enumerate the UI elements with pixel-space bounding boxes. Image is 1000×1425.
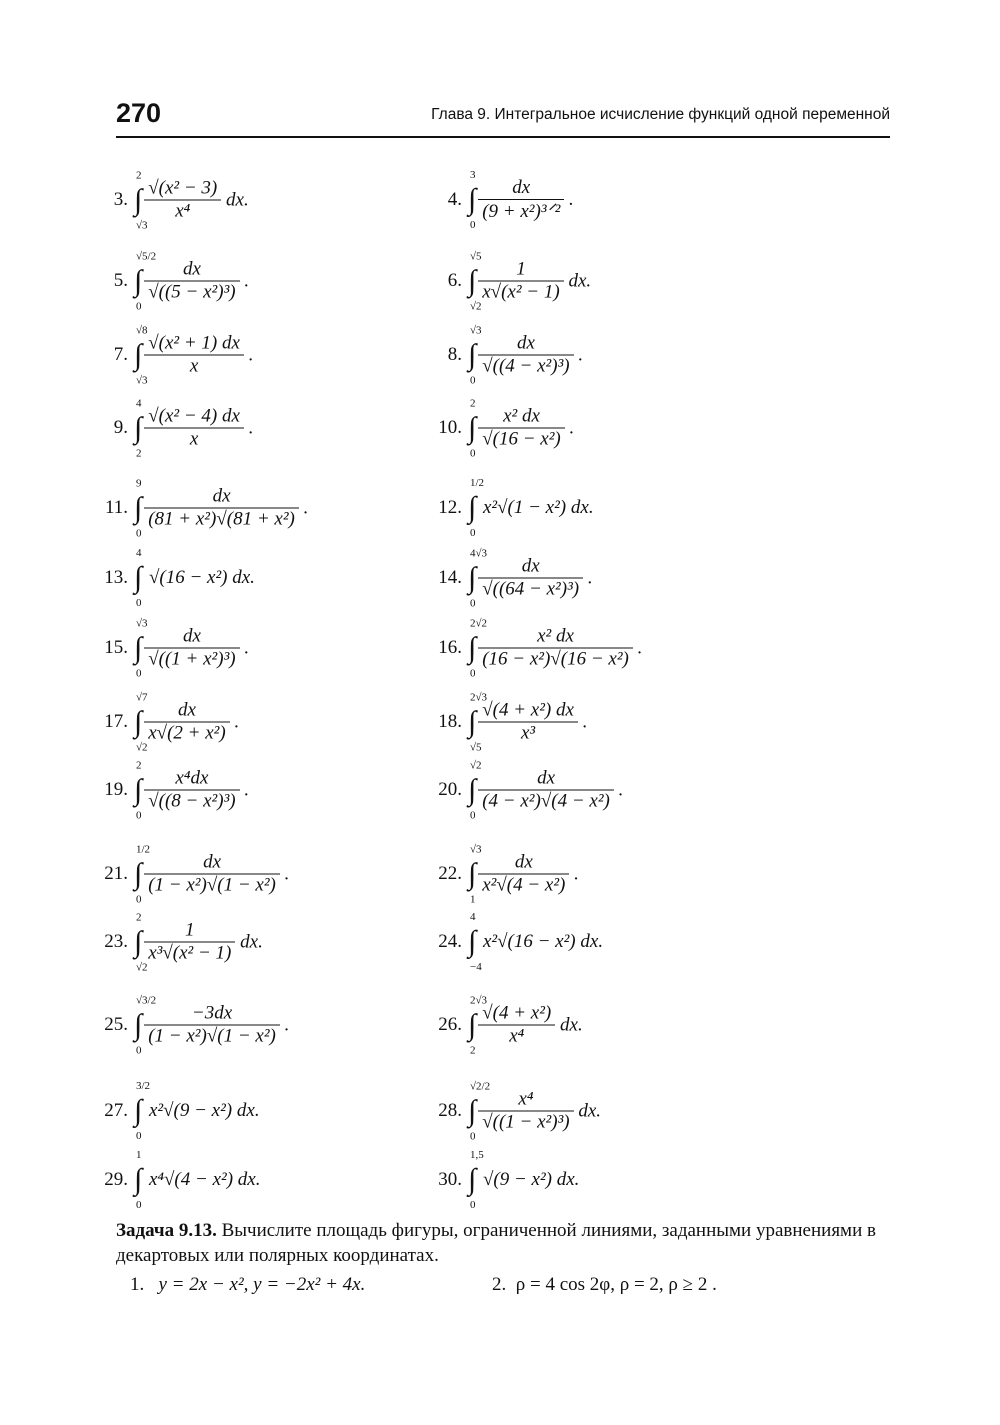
- integral-expression: [468, 691, 588, 753]
- integral-expression: [468, 759, 624, 821]
- lower-limit: −4: [470, 961, 482, 973]
- running-title: Глава 9. Интегральное исчисление функций одной переменной: [431, 106, 890, 123]
- denominator: √((64 − x²)³): [482, 578, 580, 600]
- upper-limit: √5/2: [136, 250, 157, 262]
- integrand-tail: .: [569, 189, 574, 210]
- integral-sign: ∫ 1 0: [134, 1149, 143, 1211]
- upper-limit: √8: [136, 324, 148, 336]
- lower-limit: 0: [136, 300, 142, 312]
- denominator: √((4 − x²)³): [482, 355, 570, 377]
- fraction: [478, 626, 633, 671]
- numerator: 1: [144, 920, 235, 943]
- denominator: (9 + x²)³ᐟ²: [482, 201, 561, 222]
- integral-expression: [134, 911, 263, 973]
- lower-limit: 0: [136, 1199, 142, 1211]
- integral-expression: [134, 843, 290, 905]
- fraction: [478, 768, 614, 813]
- integral-problem: [86, 1080, 406, 1142]
- fraction: [478, 1089, 573, 1134]
- numerator: √(x² + 1) dx: [144, 333, 244, 356]
- fraction: [144, 486, 299, 531]
- integral-problem: [86, 397, 406, 459]
- lower-limit: 0: [470, 447, 476, 459]
- integral-problem: [420, 397, 740, 459]
- integral-expression: [134, 1149, 261, 1211]
- task-item-number: 1.: [130, 1274, 145, 1295]
- denominator: (4 − x²)√(4 − x²): [482, 790, 610, 812]
- lower-limit: √2: [136, 961, 148, 973]
- problem-number: 22.: [438, 863, 462, 884]
- upper-limit: 3/2: [136, 1080, 151, 1092]
- integrand-tail: .: [587, 567, 593, 588]
- integral-expression: [134, 169, 249, 231]
- problem-number: 9.: [113, 417, 128, 438]
- integral-sign: ∫ √3 1: [468, 843, 482, 905]
- integral-expression: [134, 759, 250, 821]
- integrand-tail: .: [234, 711, 240, 732]
- fraction: [144, 768, 239, 813]
- integral-expression: [134, 617, 250, 679]
- numerator: 1: [478, 259, 563, 282]
- numerator: dx: [478, 333, 573, 356]
- integral-expression: [134, 547, 255, 609]
- lower-limit: √3: [136, 219, 148, 231]
- integrand-tail: .: [284, 863, 290, 884]
- integral-problem: [420, 477, 740, 539]
- fraction: [144, 1003, 280, 1048]
- integral-problem: [420, 1080, 740, 1142]
- integral-problem: [86, 169, 406, 231]
- integral-sign: ∫ √2/2 0: [468, 1080, 491, 1142]
- denominator: √((1 + x²)³): [148, 648, 236, 670]
- integrand-tail: dx.: [560, 1014, 583, 1035]
- page-number: 270: [116, 98, 162, 128]
- integral-sign: ∫ 9 0: [134, 477, 143, 539]
- numerator: √(x² − 3): [144, 178, 221, 201]
- integrand-tail: .: [582, 711, 588, 732]
- integral-problem: [86, 324, 406, 386]
- problem-number: 13.: [104, 567, 128, 588]
- integral-sign: ∫ √5/2 0: [134, 250, 157, 312]
- fraction: [144, 406, 244, 451]
- numerator: dx: [478, 556, 583, 579]
- problem-number: 10.: [438, 417, 462, 438]
- numerator: dx: [144, 626, 239, 649]
- integrand-tail: x⁴√(4 − x²) dx.: [148, 1169, 261, 1190]
- upper-limit: √2/2: [470, 1080, 491, 1092]
- problem-number: 26.: [438, 1014, 462, 1035]
- integral-problem: [420, 617, 740, 679]
- problem-number: 5.: [113, 270, 128, 291]
- integral-sign: ∫ 4 2: [134, 397, 143, 459]
- fraction: [478, 556, 583, 601]
- denominator: x⁴: [175, 200, 191, 222]
- fraction: [478, 852, 569, 897]
- integral-sign: ∫ 1,5 0: [468, 1149, 484, 1211]
- integral-problem: [86, 843, 406, 905]
- lower-limit: 0: [470, 597, 476, 609]
- numerator: x⁴: [478, 1089, 573, 1112]
- integrand-tail: .: [574, 863, 579, 884]
- lower-limit: 0: [136, 667, 142, 679]
- integral-expression: [134, 691, 240, 753]
- integral-problem: [420, 691, 740, 753]
- integral-sign: ∫ √3 0: [134, 617, 148, 679]
- numerator: x² dx: [478, 406, 565, 429]
- integral-sign: ∫ 4 −4: [468, 911, 482, 973]
- numerator: dx: [478, 768, 614, 791]
- integral-sign: ∫ √7 √2: [134, 691, 148, 753]
- integral-sign: ∫ 1/2 0: [134, 843, 151, 905]
- problem-number: 25.: [104, 1014, 128, 1035]
- integrand-tail: x²√(1 − x²) dx.: [482, 497, 594, 518]
- task-item-number: 2.: [492, 1274, 507, 1295]
- problem-number: 30.: [438, 1169, 462, 1190]
- integral-sign: ∫ 2√3 √5: [468, 691, 488, 753]
- task-item: [492, 1274, 717, 1296]
- numerator: x² dx: [478, 626, 633, 649]
- lower-limit: √2: [470, 300, 482, 312]
- integral-expression: [468, 1149, 580, 1211]
- numerator: √(4 + x²) dx: [478, 700, 578, 723]
- problem-number: 16.: [438, 637, 462, 658]
- task-text: Вычислите площадь фигуры, ограниченной линиями, заданными уравнениями в декартовых или полярных координатах.: [116, 1220, 876, 1266]
- integral-expression: [468, 397, 575, 459]
- denominator: (1 − x²)√(1 − x²): [148, 874, 276, 896]
- problem-number: 29.: [104, 1169, 128, 1190]
- upper-limit: 4: [470, 911, 476, 923]
- problem-number: 7.: [113, 344, 128, 365]
- integral-problem: [86, 547, 406, 609]
- lower-limit: 0: [136, 1044, 142, 1056]
- upper-limit: 3: [470, 169, 476, 181]
- integrand-tail: x²√(16 − x²) dx.: [482, 931, 604, 952]
- integrand-tail: √(16 − x²) dx.: [148, 567, 255, 588]
- integrand-tail: .: [618, 779, 624, 800]
- upper-limit: √2: [470, 759, 482, 771]
- denominator: x³: [521, 722, 536, 744]
- integral-problem: [86, 1149, 406, 1211]
- integral-expression: [468, 994, 583, 1056]
- integral-expression: [468, 547, 593, 609]
- upper-limit: 2: [136, 911, 142, 923]
- integral-expression: [468, 911, 604, 973]
- fraction: [144, 259, 239, 304]
- integral-sign: ∫ 2 0: [468, 397, 477, 459]
- integral-problem: [420, 324, 740, 386]
- lower-limit: 0: [136, 893, 142, 905]
- numerator: −3dx: [144, 1003, 280, 1026]
- numerator: dx: [144, 259, 239, 282]
- integral-expression: [134, 397, 254, 459]
- numerator: dx: [478, 852, 569, 875]
- denominator: x²√(4 − x²): [482, 874, 566, 896]
- lower-limit: 1: [470, 893, 476, 905]
- denominator: x: [189, 355, 199, 377]
- numerator: dx: [144, 852, 280, 875]
- denominator: x⁴: [509, 1025, 525, 1047]
- integrand-tail: x²√(9 − x²) dx.: [148, 1100, 260, 1121]
- integrand-tail: .: [244, 270, 250, 291]
- integral-problem: [420, 250, 740, 312]
- numerator: dx: [478, 177, 564, 200]
- integral-sign: ∫ 2 √3: [134, 169, 148, 231]
- upper-limit: 4√3: [470, 547, 488, 559]
- integral-problem: [420, 843, 740, 905]
- problem-number: 19.: [104, 779, 128, 800]
- integral-sign: ∫ 2√3 2: [468, 994, 488, 1056]
- problem-number: 21.: [104, 863, 128, 884]
- denominator: x√(2 + x²): [148, 722, 226, 744]
- problem-number: 4.: [447, 189, 462, 210]
- upper-limit: √3: [470, 324, 482, 336]
- integral-expression: [134, 250, 250, 312]
- problem-number: 20.: [438, 779, 462, 800]
- integral-sign: ∫ 2 √2: [134, 911, 148, 973]
- denominator: √((5 − x²)³): [148, 281, 236, 303]
- integral-sign: ∫ 2 0: [134, 759, 143, 821]
- upper-limit: 2: [470, 397, 476, 409]
- task-item: [130, 1274, 365, 1296]
- integral-problem: [86, 617, 406, 679]
- lower-limit: 0: [470, 374, 476, 386]
- problem-number: 24.: [438, 931, 462, 952]
- integrand-tail: .: [248, 344, 254, 365]
- integral-expression: [134, 477, 309, 539]
- integrand-tail: .: [303, 497, 309, 518]
- fraction: [144, 920, 235, 965]
- problem-number: 11.: [104, 497, 128, 518]
- integral-expression: [468, 477, 594, 539]
- denominator: x: [189, 428, 199, 450]
- integral-sign: ∫ √3/2 0: [134, 994, 157, 1056]
- upper-limit: 1/2: [470, 477, 485, 489]
- integral-problem: [420, 994, 740, 1056]
- integrand-tail: dx.: [240, 931, 263, 952]
- task-statement: [116, 1218, 890, 1268]
- integrand-tail: .: [248, 417, 254, 438]
- upper-limit: √7: [136, 691, 148, 703]
- integral-expression: [468, 1080, 602, 1142]
- upper-limit: 2√3: [470, 691, 488, 703]
- fraction: [478, 333, 573, 378]
- integrand-tail: .: [637, 637, 643, 658]
- integrand-tail: .: [284, 1014, 290, 1035]
- lower-limit: 0: [136, 527, 142, 539]
- problem-number: 23.: [104, 931, 128, 952]
- lower-limit: 0: [470, 527, 476, 539]
- upper-limit: 4: [136, 397, 142, 409]
- denominator: (1 − x²)√(1 − x²): [148, 1025, 276, 1047]
- integral-expression: [468, 324, 584, 386]
- fraction: [144, 178, 221, 223]
- denominator: x√(x² − 1): [482, 281, 560, 303]
- fraction: [478, 1003, 555, 1048]
- problem-number: 17.: [104, 711, 128, 732]
- problem-number: 27.: [104, 1100, 128, 1121]
- lower-limit: 2: [136, 447, 142, 459]
- numerator: √(4 + x²): [478, 1003, 555, 1026]
- lower-limit: 0: [136, 597, 142, 609]
- integral-sign: ∫ 1/2 0: [468, 477, 485, 539]
- task-item-expression: ρ = 4 cos 2φ, ρ = 2, ρ ≥ 2 .: [515, 1274, 717, 1295]
- integral-problem: [420, 759, 740, 821]
- problem-number: 12.: [438, 497, 462, 518]
- lower-limit: 0: [470, 1199, 476, 1211]
- fraction: [478, 700, 578, 745]
- fraction: [478, 406, 565, 451]
- integral-problem: [86, 759, 406, 821]
- fraction: [144, 852, 280, 897]
- fraction: [144, 626, 239, 671]
- problem-number: 14.: [438, 567, 462, 588]
- denominator: √(16 − x²): [482, 428, 561, 450]
- integral-sign: ∫ 4√3 0: [468, 547, 488, 609]
- integral-expression: [468, 843, 579, 905]
- integral-problem: [86, 994, 406, 1056]
- problem-number: 3.: [113, 189, 128, 210]
- integral-problem: [86, 911, 406, 973]
- integral-expression: [134, 324, 254, 386]
- lower-limit: 0: [470, 667, 476, 679]
- integral-problem: [420, 169, 740, 231]
- integrand-tail: .: [578, 344, 584, 365]
- upper-limit: 2√3: [470, 994, 488, 1006]
- integral-expression: [468, 617, 643, 679]
- denominator: x³√(x² − 1): [148, 942, 232, 964]
- integral-problem: [86, 250, 406, 312]
- task-items: [116, 1274, 890, 1304]
- lower-limit: √5: [470, 741, 482, 753]
- fraction: [478, 177, 564, 223]
- problem-number: 6.: [447, 270, 462, 291]
- numerator: dx: [144, 486, 299, 509]
- denominator: (16 − x²)√(16 − x²): [482, 648, 629, 670]
- numerator: √(x² − 4) dx: [144, 406, 244, 429]
- integrand-tail: dx.: [568, 270, 592, 291]
- upper-limit: 9: [136, 477, 142, 489]
- upper-limit: √3/2: [136, 994, 157, 1006]
- upper-limit: 2: [136, 759, 142, 771]
- fraction: [144, 700, 229, 745]
- lower-limit: √3: [136, 374, 148, 386]
- lower-limit: 0: [470, 219, 476, 231]
- integrand-tail: dx.: [578, 1100, 602, 1121]
- upper-limit: 2√2: [470, 617, 488, 629]
- integral-sign: ∫ 2√2 0: [468, 617, 488, 679]
- lower-limit: 0: [470, 1130, 476, 1142]
- upper-limit: √5: [470, 250, 482, 262]
- integrand-tail: .: [244, 779, 250, 800]
- upper-limit: √3: [136, 617, 148, 629]
- integral-sign: ∫ √3 0: [468, 324, 482, 386]
- upper-limit: 1,5: [470, 1149, 484, 1161]
- integrand-tail: dx.: [226, 189, 249, 210]
- integral-expression: [134, 994, 290, 1056]
- lower-limit: √2: [136, 741, 148, 753]
- problem-number: 15.: [104, 637, 128, 658]
- upper-limit: 4: [136, 547, 142, 559]
- lower-limit: 0: [470, 809, 476, 821]
- upper-limit: 2: [136, 169, 142, 181]
- task-label: Задача 9.13.: [116, 1220, 217, 1241]
- problem-number: 28.: [438, 1100, 462, 1121]
- problem-number: 8.: [447, 344, 462, 365]
- lower-limit: 2: [470, 1044, 476, 1056]
- numerator: dx: [144, 700, 229, 723]
- integral-sign: ∫ √2 0: [468, 759, 482, 821]
- lower-limit: 0: [136, 1130, 142, 1142]
- upper-limit: √3: [470, 843, 482, 855]
- integral-problem: [86, 691, 406, 753]
- denominator: √((1 − x²)³): [482, 1111, 570, 1133]
- denominator: √((8 − x²)³): [148, 790, 236, 812]
- numerator: x⁴dx: [144, 768, 239, 791]
- integral-sign: ∫ 3/2 0: [134, 1080, 151, 1142]
- integral-problem: [86, 477, 406, 539]
- integrand-tail: .: [569, 417, 575, 438]
- integral-expression: [468, 169, 574, 231]
- integral-sign: ∫ √8 √3: [134, 324, 148, 386]
- fraction: [144, 333, 244, 378]
- integral-problem: [420, 911, 740, 973]
- integral-expression: [134, 1080, 260, 1142]
- denominator: (81 + x²)√(81 + x²): [148, 508, 295, 530]
- page-header: [116, 92, 890, 138]
- integral-expression: [468, 250, 592, 312]
- integral-sign: ∫ 3 0: [468, 169, 477, 231]
- upper-limit: 1: [136, 1149, 142, 1161]
- integrand-tail: .: [244, 637, 250, 658]
- lower-limit: 0: [136, 809, 142, 821]
- problem-number: 18.: [438, 711, 462, 732]
- integrand-tail: √(9 − x²) dx.: [482, 1169, 580, 1190]
- upper-limit: 1/2: [136, 843, 151, 855]
- task-item-expression: y = 2x − x², y = −2x² + 4x.: [158, 1274, 366, 1295]
- integral-problem: [420, 1149, 740, 1211]
- fraction: [478, 259, 563, 304]
- integral-sign: ∫ 4 0: [134, 547, 143, 609]
- integral-problem: [420, 547, 740, 609]
- integral-sign: ∫ √5 √2: [468, 250, 482, 312]
